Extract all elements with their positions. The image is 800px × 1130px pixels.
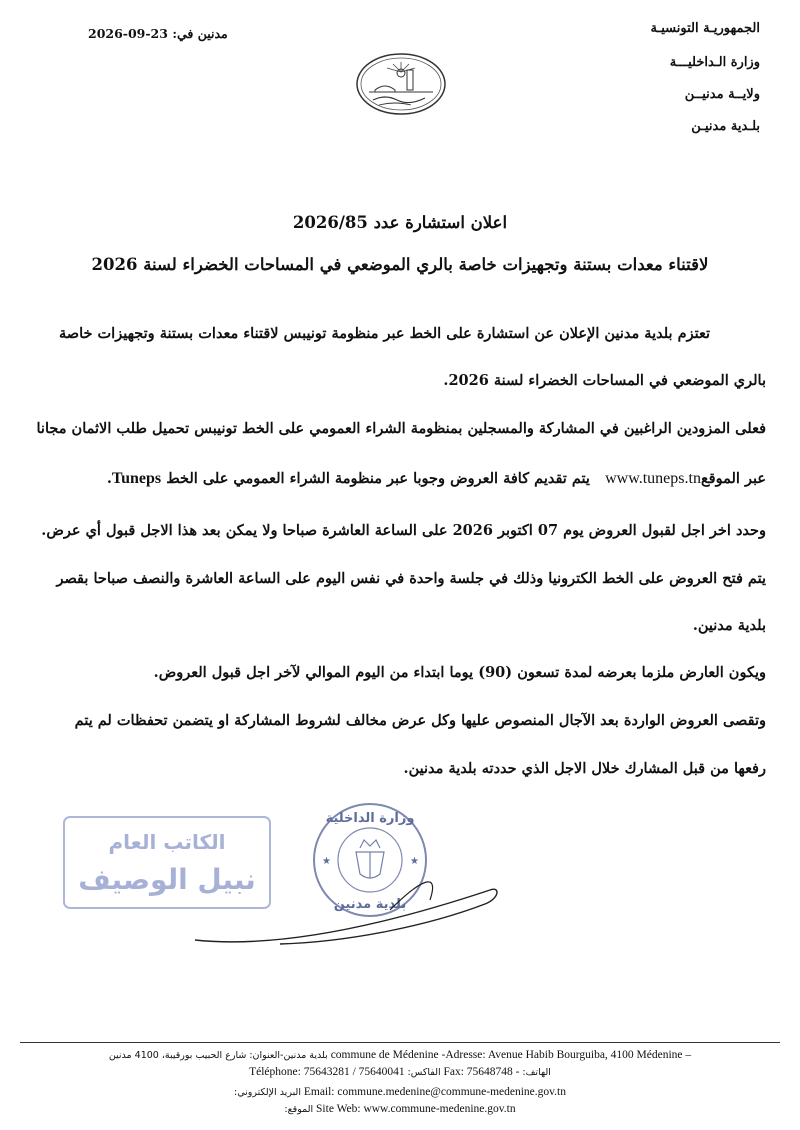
footer-phone-fr: Téléphone: 75643281 / 75640041	[249, 1066, 405, 1078]
footer-phone-fax	[40, 1066, 760, 1078]
paragraph-2-submission-text: يتم تقديم كافة العروض وجوبا عبر منظومة الشراء العمومي على الخط	[166, 470, 590, 487]
footer-address-ar: بلدية مدنين-العنوان: شارع الحبيب بورقيبة، 4100 مدنين	[108, 1050, 328, 1061]
footer-divider	[20, 1042, 780, 1043]
paragraph-3: وحدد اخر اجل لقبول العروض يوم 07 اكتوبر 2026 على الساعة العاشرة صباحا ولا يمكن بعد هذا الاجل قبول أي عرض.	[41, 522, 766, 539]
footer-website-ar: الموقع:	[284, 1104, 314, 1115]
footer-fax-ar: الفاكس:	[407, 1067, 441, 1078]
svg-text:★: ★	[410, 856, 419, 867]
footer-address-fr: commune de Médenine -Adresse: Avenue Habib Bourguiba, 4100 Médenine –	[330, 1049, 692, 1061]
announcement-subtitle: لاقتناء معدات بستنة وتجهيزات خاصة بالري الموضعي في المساحات الخضراء لسنة 2026	[91, 255, 709, 274]
paragraph-4-line-2: بلدية مدنين.	[692, 617, 766, 634]
paragraph-5: ويكون العارض ملزما بعرضه لمدة تسعون (90) يوما ابتداء من اليوم الموالي لآخر اجل قبول العروض.	[153, 664, 766, 681]
seal-bottom-text: بلدية مدنين	[333, 897, 407, 912]
ministry-label: وزارة الـداخليـــة	[669, 55, 760, 70]
paragraph-1-line-1: تعتزم بلدية مدنين الإعلان عن استشارة على الخط عبر منظومة تونيبس لاقتناء معدات بستنة وتجهيزات خاصة	[59, 325, 710, 342]
footer-address	[40, 1049, 760, 1061]
municipality-logo	[355, 52, 447, 116]
paragraph-2-site-label: عبر الموقع	[700, 470, 766, 487]
tuneps-url-link[interactable]: www.tuneps.tn	[605, 470, 701, 487]
date-line	[88, 26, 228, 41]
governorate-label: ولايــة مدنيــن	[684, 87, 760, 102]
svg-text:★: ★	[322, 856, 331, 867]
paragraph-6-line-1: وتقصى العروض الواردة بعد الآجال المنصوص عليها وكل عرض مخالف لشروط المشاركة او يتضمن تحفظات لم يتم	[74, 712, 766, 729]
footer-website-fr[interactable]: Site Web: www.commune-medenine.gov.tn	[316, 1103, 516, 1115]
municipality-label: بلـدية مدنيـن	[691, 119, 760, 134]
stamp-title: الكاتب العام	[108, 830, 226, 854]
footer-phone-ar: الهاتف:	[522, 1067, 551, 1078]
paragraph-4-line-1: يتم فتح العروض على الخط الكترونيا وذلك في جلسة واحدة في نفس اليوم على الساعة العاشرة والنصف صباحا بقصر	[56, 570, 766, 587]
footer-website	[40, 1103, 760, 1115]
announcement-title: اعلان استشارة عدد 2026/85	[292, 213, 508, 232]
paragraph-6-line-2: رفعها من قبل المشارك خلال الاجل الذي حددته بلدية مدنين.	[403, 760, 766, 777]
republic-label: الجمهوريـة التونسيـة	[650, 21, 760, 36]
paragraph-1-line-2: بالري الموضعي في المساحات الخضراء لسنة 2026.	[443, 372, 766, 389]
footer-email	[40, 1086, 760, 1098]
stamp-name: نبيل الوصيف	[78, 863, 256, 896]
footer-email-ar: البريد الإلكتروني:	[234, 1087, 301, 1098]
paragraph-2-line-1: فعلى المزودين الراغبين في المشاركة والمسجلين بمنظومة الشراء العمومي على الخط تونيبس تحميل طلب الاثمان مجانا	[36, 420, 766, 437]
tuneps-brand: Tuneps	[111, 470, 162, 487]
footer-fax-fr: Fax: 75648748 -	[443, 1066, 520, 1078]
paragraph-2-line-2: عبر الموقعwww.tuneps.tn يتم تقديم كافة العروض وجوبا عبر منظومة الشراء العمومي على الخط Tuneps.	[106, 470, 766, 487]
handwritten-signature	[190, 870, 510, 960]
seal-top-text: وزارة الداخلية	[325, 811, 415, 826]
date-value: 2026-09-23	[88, 26, 168, 41]
footer-email-fr[interactable]: Email: commune.medenine@commune-medenine.gov.tn	[303, 1086, 566, 1098]
date-label: مدنين في:	[172, 26, 228, 41]
